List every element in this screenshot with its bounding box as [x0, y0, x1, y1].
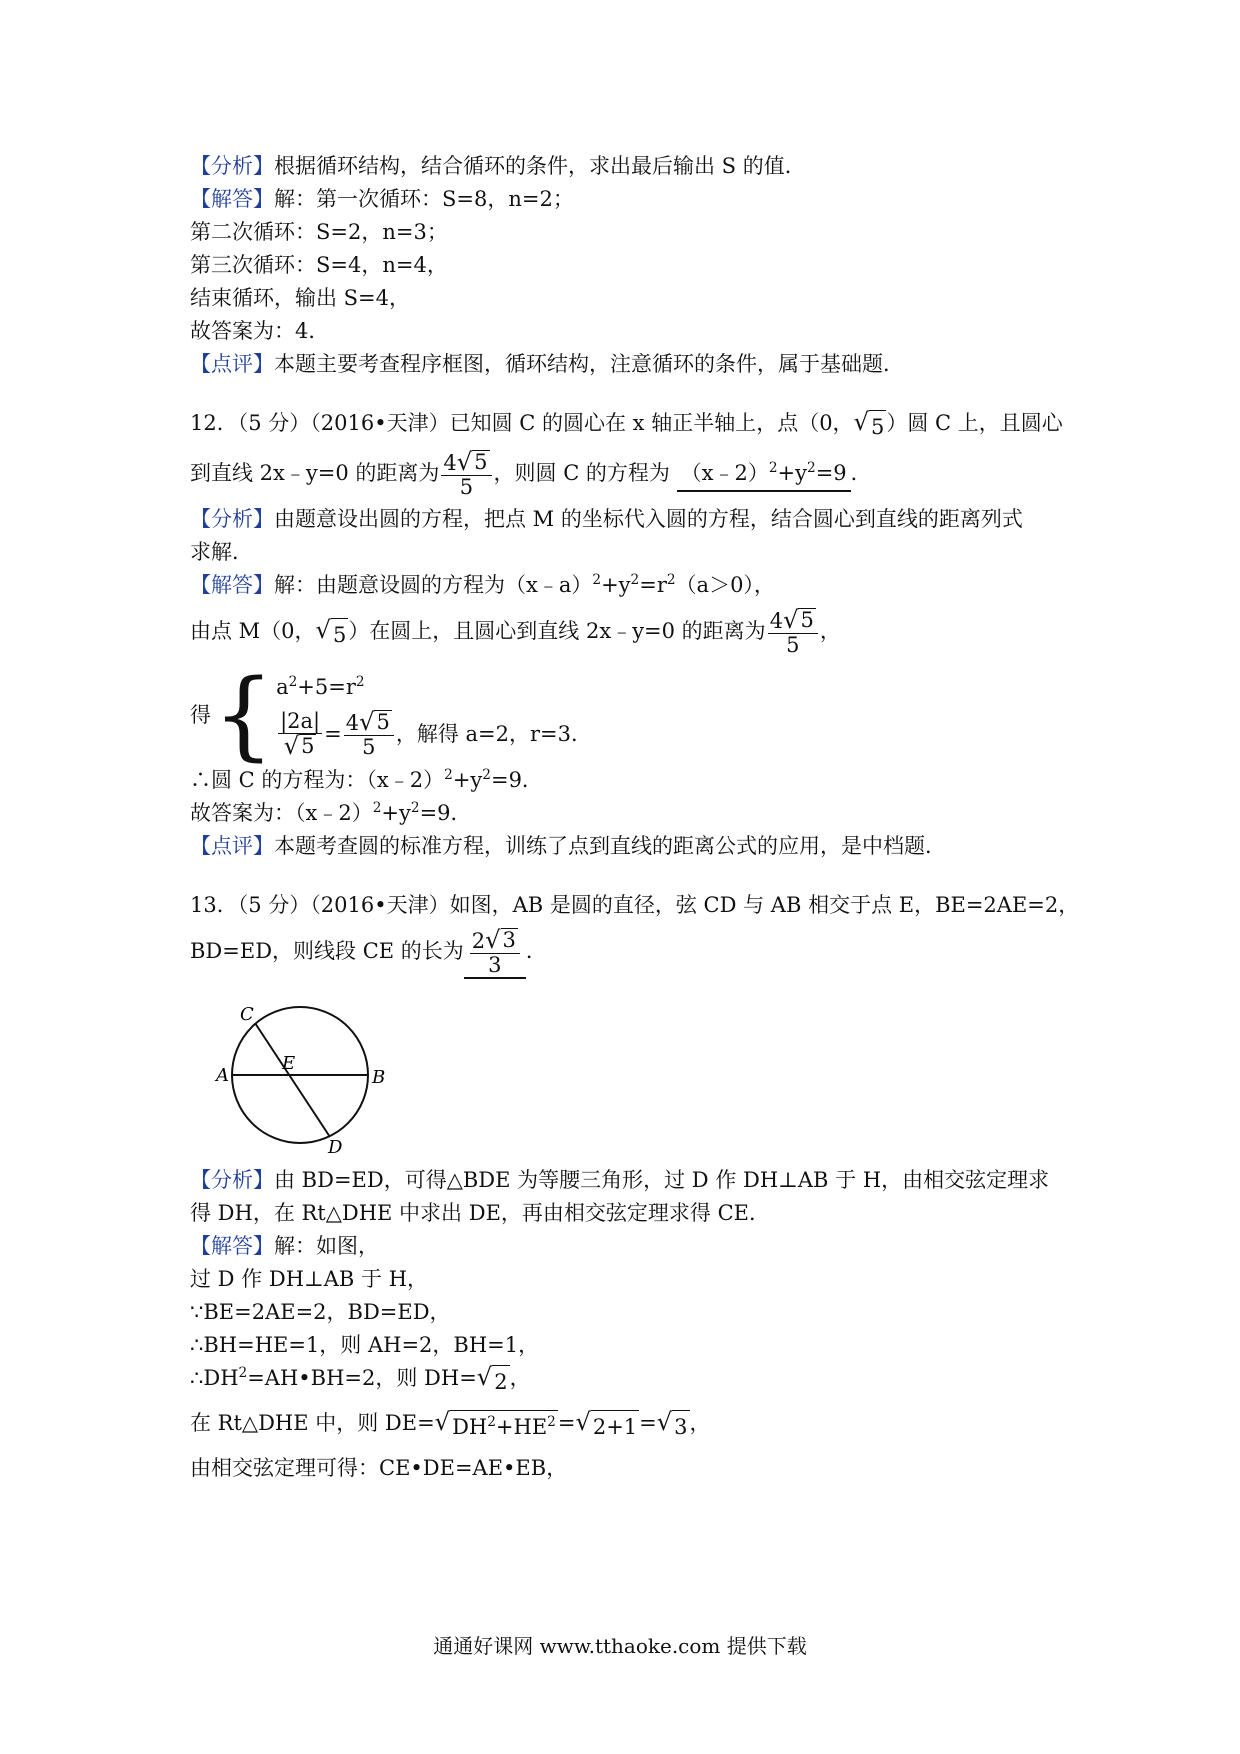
- circle-diagram: [190, 993, 390, 1153]
- analysis-text: 根据循环结构，结合循环的条件，求出最后输出 S 的值．: [274, 154, 806, 178]
- q12-conclusion: ∴圆 C 的方程为：$(x﹣2)^2+y^2=9$．: [190, 766, 543, 792]
- q12-stem-line-2: 到直线 2x﹣y=0 的距离为 4 √ 5 5 ，则圆 C 的方程为 $(x﹣2)^2+y^2=9$ ．: [190, 448, 872, 500]
- q12-analysis: [190, 503, 1070, 536]
- solution-tag: 【解答】: [190, 573, 274, 598]
- analysis-text-cont: 求解．: [190, 540, 253, 565]
- solution-text: 解：第一次循环：S=8，n=2；: [274, 187, 574, 211]
- solution-line-rt: 在 Rt△DHE 中，则 DE= √ $DH^2+HE^2$ = √ 2+1 = √ 3 ，: [190, 1407, 1070, 1444]
- stem-text: 12．（5 分）（2016•天津）已知圆 C 的圆心在 x 轴正半轴上，点（0，: [190, 411, 854, 435]
- label-b: B: [372, 1066, 386, 1088]
- q11-analysis: [190, 150, 1070, 183]
- label-c: C: [240, 1003, 254, 1025]
- fraction: 4 √ 5 5: [441, 450, 491, 499]
- solution-line: 第二次循环：S=2，n=3；: [190, 220, 448, 244]
- fraction: 4 √ 5 5: [768, 608, 818, 657]
- solution-line: 由相交弦定理可得：CE•DE=AE•EB，: [190, 1455, 568, 1480]
- answer-blank: $(x﹣2)^2+y^2=9$: [677, 457, 851, 492]
- footer-text: 通通好课网 www.tthaoke.com 提供下载: [433, 1634, 807, 1658]
- solution-line: 结束循环，输出 S=4，: [190, 286, 411, 310]
- solution-tag: 【解答】: [190, 187, 274, 211]
- q11-comment: [190, 348, 1070, 381]
- content: [190, 150, 1080, 1485]
- answer-blank: 2 √ 3 3: [464, 928, 526, 979]
- q12-system: [190, 659, 1070, 772]
- solution-line: 过 D 作 DH⊥AB 于 H，: [190, 1266, 429, 1291]
- analysis-text-cont: 得 DH，在 Rt△DHE 中求出 DE，再由相交弦定理求得 CE．: [190, 1200, 770, 1225]
- comment-text: 本题主要考查程序框图，循环结构，注意循环的条件，属于基础题．: [274, 352, 904, 376]
- analysis-tag: 【分析】: [190, 507, 274, 532]
- sqrt: √ 5: [854, 410, 887, 444]
- label-d: D: [328, 1136, 343, 1153]
- comment-tag: 【点评】: [190, 352, 274, 376]
- q12-point-m: 由点 M（0， √ 5 ）在圆上，且圆心到直线 2x﹣y=0 的距离为 4 √ 5 5 ，: [190, 606, 841, 658]
- q12-solution: 【解答】解：由题意设圆的方程为$(x﹣a)^2+y^2=r^2(a>0)$，: [190, 572, 775, 598]
- q12-comment: 【点评】本题考查圆的标准方程，训练了点到直线的距离公式的应用，是中档题．: [190, 833, 946, 858]
- stem-text: ）圆 C 上，且圆心: [886, 411, 1063, 435]
- solution-line: ∴BH=HE=1，则 AH=2，BH=1，: [190, 1332, 540, 1357]
- equation-system: 得 { $a^2+5=r^2$ |2a| √ 5 = 4 √ 5 5 ，解得 a=2，r=3．: [190, 659, 593, 772]
- analysis-text: 由题意设出圆的方程，把点 M 的坐标代入圆的方程，结合圆心到直线的距离列式: [274, 507, 1023, 532]
- analysis-tag: 【分析】: [190, 154, 274, 178]
- stem-text: ，则圆 C 的方程为: [493, 461, 670, 486]
- solution-line-dh: $\therefore DH^2=AH•BH=2$，则 DH= √ 2 ，: [190, 1362, 1070, 1399]
- comment-tag: 【点评】: [190, 833, 274, 858]
- solution-line: 第三次循环：S=4，n=4，: [190, 253, 448, 277]
- q13-stem-line-2: BD=ED，则线段 CE 的长为 2 √ 3 3 ．: [190, 928, 1070, 979]
- circle-figure: [190, 993, 1070, 1158]
- solution-line: ∵BE=2AE=2，BD=ED，: [190, 1299, 451, 1324]
- q13-stem-line-1: 13．（5 分）（2016•天津）如图，AB 是圆的直径，弦 CD 与 AB 相交于点 E，BE=2AE=2，: [190, 892, 1080, 917]
- analysis-tag: 【分析】: [190, 1167, 274, 1192]
- solution-tag: 【解答】: [190, 1233, 274, 1258]
- q12-answer: 故答案为：$(x﹣2)^2+y^2=9$．: [190, 799, 472, 825]
- solution-line: 故答案为：4．: [190, 319, 330, 343]
- chord-cd: [255, 1023, 330, 1137]
- stem-text: 到直线 2x﹣y=0 的距离为: [190, 461, 440, 486]
- q13-solution: 【解答】解：如图，: [190, 1233, 379, 1258]
- q11-solution: [190, 183, 1070, 216]
- label-a: A: [216, 1064, 229, 1086]
- q12-stem-line-1: [190, 407, 1070, 444]
- q13-analysis: 【分析】由 BD=ED，可得△BDE 为等腰三角形，过 D 作 DH⊥AB 于 H，由相交弦定理求: [190, 1167, 1050, 1192]
- label-e: E: [282, 1052, 296, 1074]
